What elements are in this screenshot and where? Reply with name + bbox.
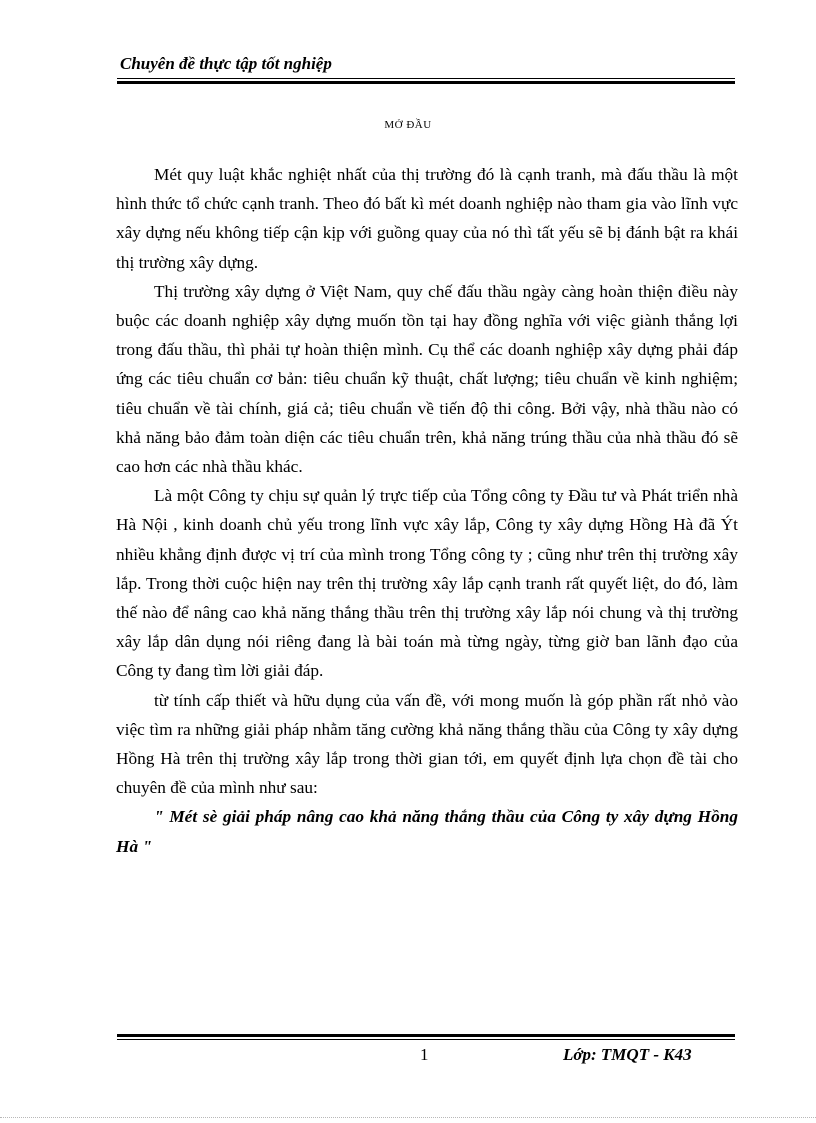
- document-body: [116, 160, 738, 861]
- header-title: Chuyên đề thực tập tốt nghiệp: [120, 54, 332, 73]
- paragraph-competition: Mét quy luật khắc nghiệt nhất của thị trường đó là cạnh tranh, mà đấu thầu là một hình thức tổ chức cạnh tranh. Theo đó bất kì mét doanh nghiệp nào tham gia vào lĩnh vực xây dựng nếu không tiếp cận kịp với guồng quay của nó thì tất yếu sẽ bị đánh bật ra khái thị trường xây dựng.: [116, 165, 738, 272]
- paragraph-market-standards: Thị trường xây dựng ở Việt Nam, quy chế đấu thầu ngày càng hoàn thiện điều này buộc các doanh nghiệp xây dựng muốn tồn tại hay đồng nghĩa với việc giành thắng lợi trong đấu thầu, thì phải tự hoàn thiện mình. Cụ thể các doanh nghiệp xây dựng phải đáp ứng các tiêu chuẩn cơ bản: tiêu chuẩn kỹ thuật, chất lượng; tiêu chuẩn về kinh nghiệm; tiêu chuẩn về tài chính, giá cả; tiêu chuẩn về tiến độ thi công. Bởi vậy, nhà thầu nào có khả năng bảo đảm toàn diện các tiêu chuẩn trên, khả năng trúng thầu của nhà thầu đó sẽ cao hơn các nhà thầu khác.: [116, 281, 738, 477]
- footer-rule-thick: [117, 1034, 735, 1037]
- thesis-title: " Mét sè giải pháp nâng cao khả năng thắng thầu của Công ty xây dựng Hồng Hà ": [116, 807, 738, 856]
- footer-rule-thin: [117, 1039, 735, 1040]
- page-edge: [0, 1117, 816, 1118]
- header-rule-thin: [117, 78, 735, 79]
- paragraph-topic-choice: từ tính cấp thiết và hữu dụng của vấn đề, với mong muốn là góp phần rất nhỏ vào việc tìm ra những giải pháp nhằm tăng cường khả năng thắng thầu của Công ty xây dựng Hồng Hà trên thị trường xây lắp trong thời gian tới, em quyết định lựa chọn đề tài cho chuyên đề của mình như sau:: [116, 690, 738, 798]
- header-rule-thick: [117, 81, 735, 84]
- section-title: MỞ ĐẦU: [384, 119, 432, 131]
- paragraph-company-position: Là một Công ty chịu sự quản lý trực tiếp của Tổng công ty Đầu tư và Phát triển nhà Hà Nội , kinh doanh chủ yếu trong lĩnh vực xây lắp, Công ty xây dựng Hồng Hà đã Ýt nhiều khẳng định được vị trí của mình trong Tổng công ty ; cũng như trên thị trường xây lắp. Trong thời cuộc hiện nay trên thị trường xây lắp cạnh tranh rất quyết liệt, do đó, làm thế nào để nâng cao khả năng thắng thầu trên thị trường xây lắp nói chung và thị trường xây lắp dân dụng nói riêng đang là bài toán mà từng ngày, từng giờ ban lãnh đạo của Công ty đang tìm lời giải đáp.: [116, 486, 738, 681]
- page-number: 1: [420, 1045, 429, 1064]
- class-label: Lớp: TMQT - K43: [563, 1045, 692, 1064]
